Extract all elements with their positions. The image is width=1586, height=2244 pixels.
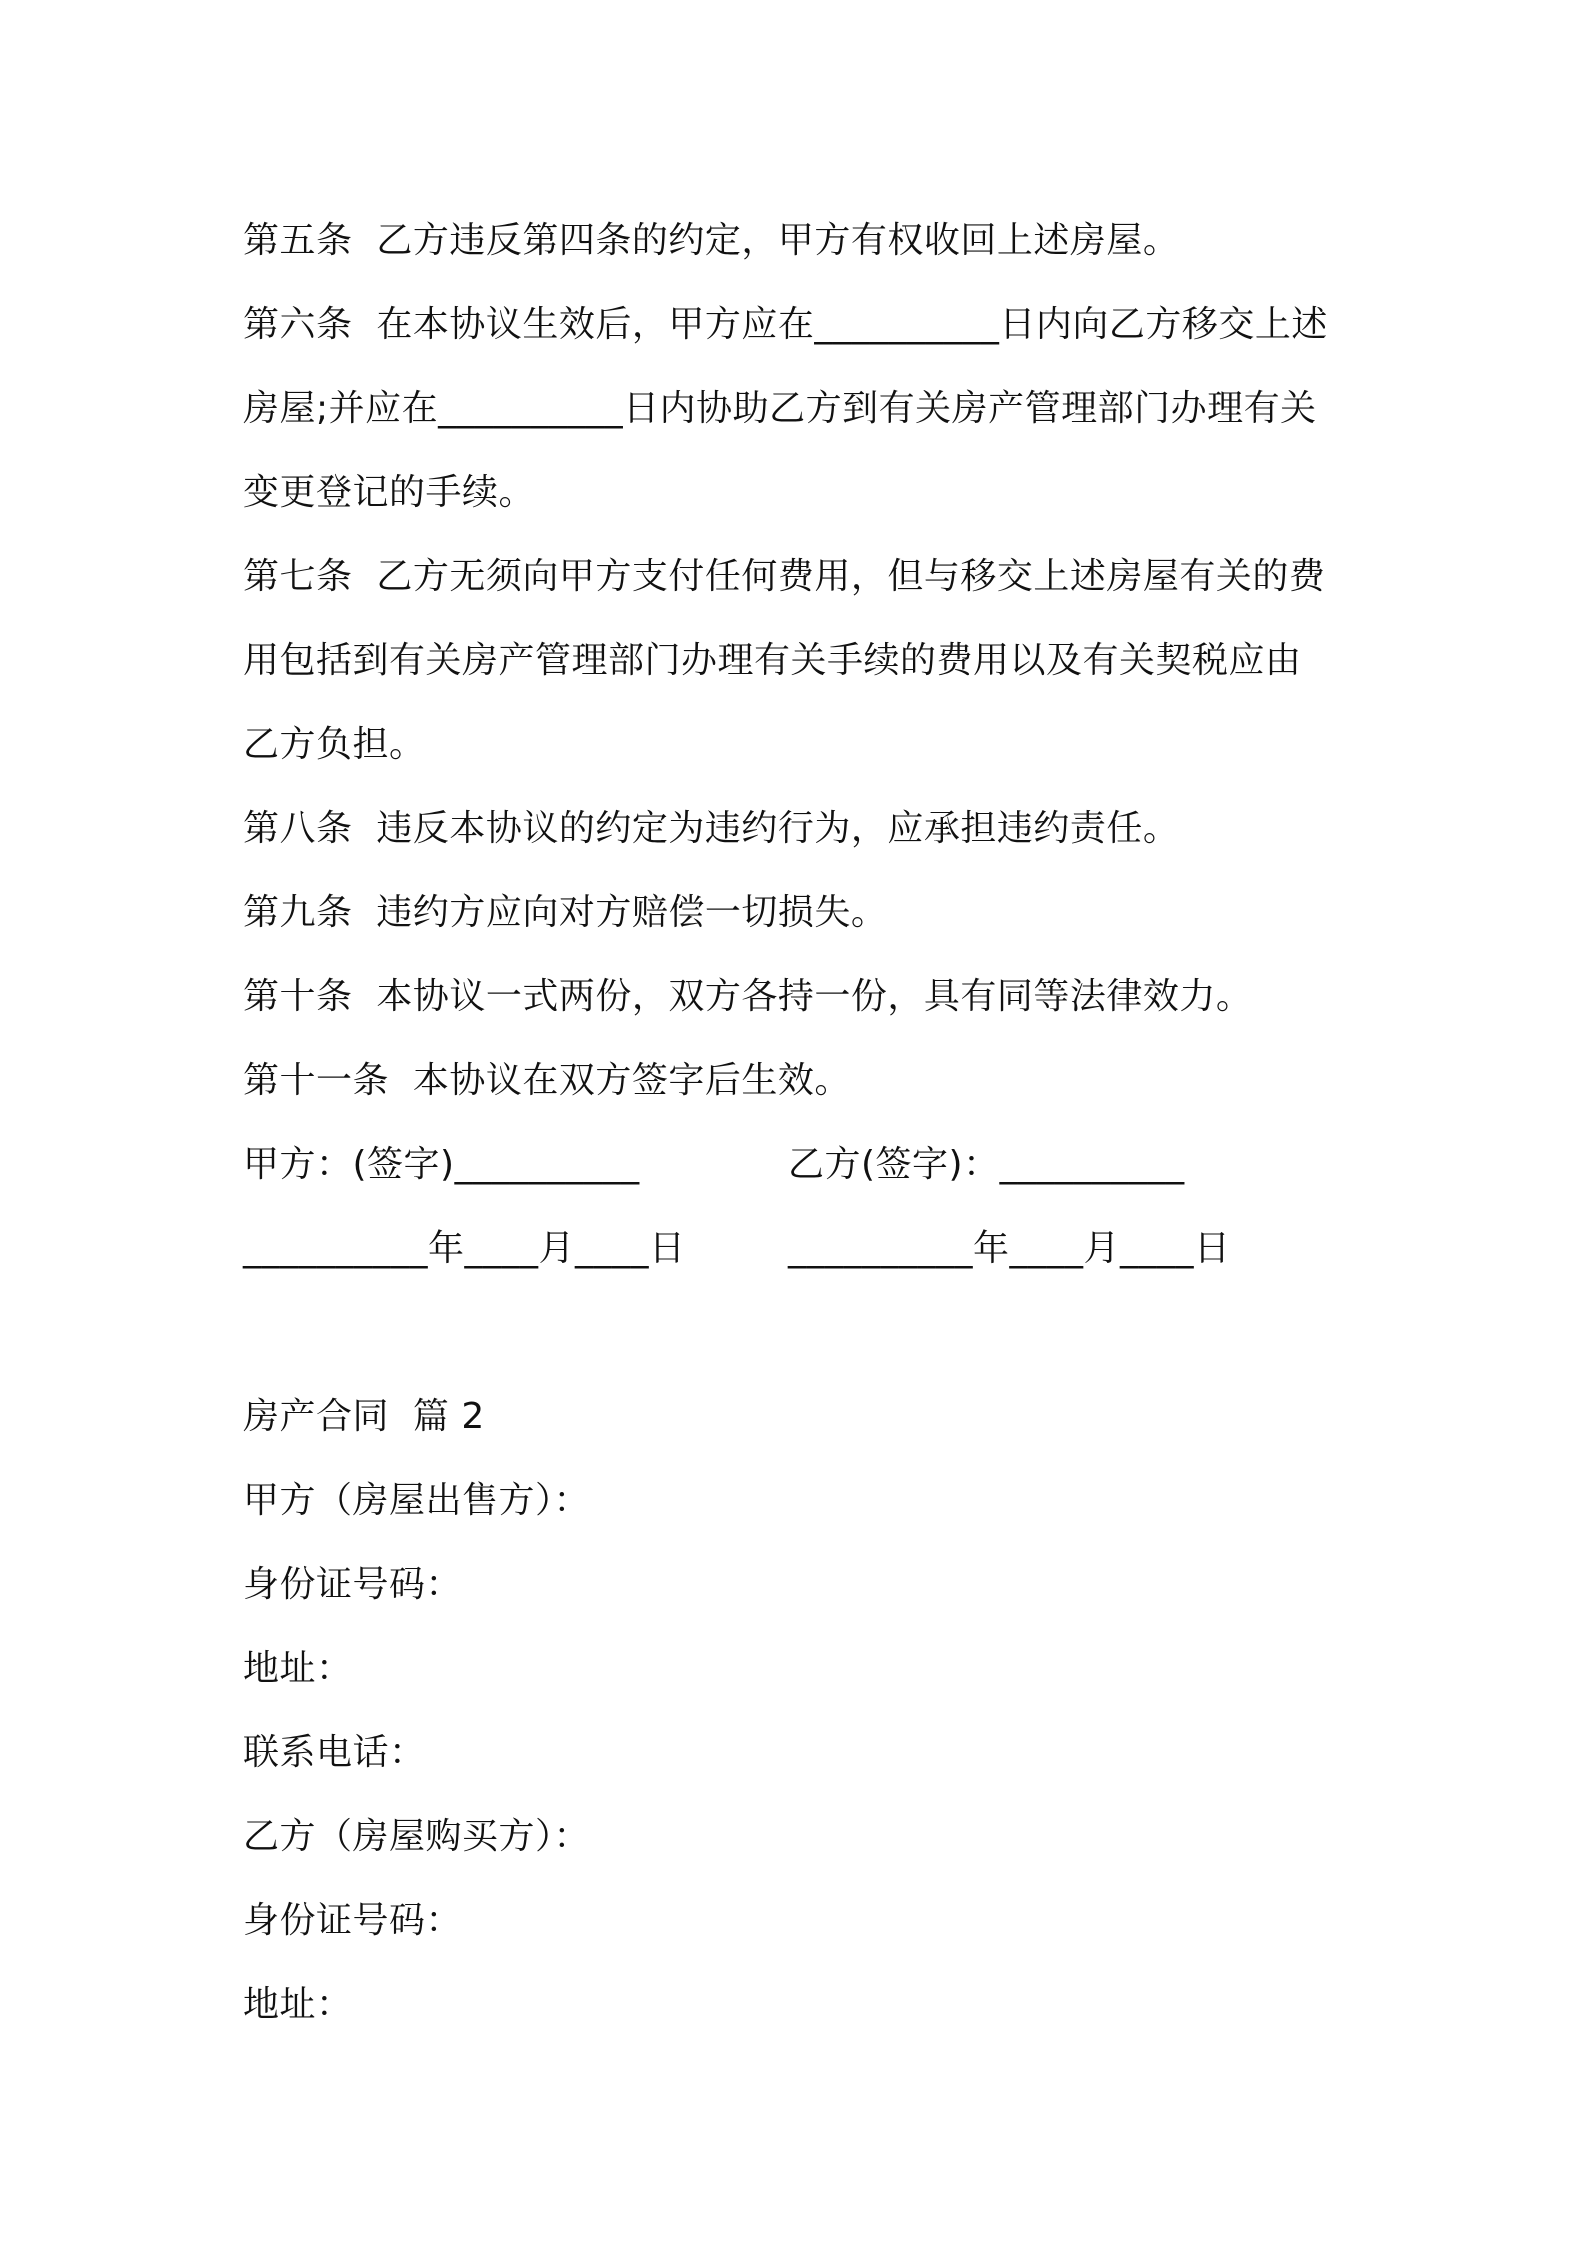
seller-address-label: 地址：: [243, 1648, 353, 1689]
clause-7-line-2: 用包括到有关房产管理部门办理有关手续的费用以及有关契税应由: [243, 640, 1302, 681]
clause-6-line-1: 第六条 在本协议生效后，甲方应在__________日内向乙方移交上述: [243, 304, 1328, 345]
clause-6-line-2: 房屋;并应在__________日内协助乙方到有关房产管理部门办理有关: [243, 388, 1317, 429]
clause-6-line-3: 变更登记的手续。: [243, 472, 536, 513]
buyer-id-label: 身份证号码：: [243, 1900, 463, 1941]
clause-9: 第九条 违约方应向对方赔偿一切损失。: [243, 892, 888, 933]
clause-8: 第八条 违反本协议的约定为违约行为，应承担违约责任。: [243, 808, 1180, 849]
party-b-signature: 乙方(签字)：__________: [788, 1144, 1185, 1185]
signature-row: [243, 1123, 1363, 1207]
clause-10: 第十条 本协议一式两份，双方各持一份，具有同等法律效力。: [243, 976, 1253, 1017]
buyer-address-label: 地址：: [243, 1984, 353, 2025]
date-row: [243, 1207, 1363, 1291]
seller-id-label: 身份证号码：: [243, 1564, 463, 1605]
party-b-date: __________年____月____日: [788, 1228, 1231, 1269]
clause-7-line-3: 乙方负担。: [243, 724, 426, 765]
seller-phone-label: 联系电话：: [243, 1732, 426, 1773]
party-a-signature: 甲方：(签字)__________: [243, 1144, 640, 1185]
party-a-date: __________年____月____日: [243, 1228, 686, 1269]
clause-7-line-1: 第七条 乙方无须向甲方支付任何费用，但与移交上述房屋有关的费: [243, 556, 1326, 597]
clause-5: 第五条 乙方违反第四条的约定，甲方有权收回上述房屋。: [243, 220, 1180, 261]
seller-label: 甲方（房屋出售方）：: [243, 1480, 591, 1521]
section-title: 房产合同 篇 2: [243, 1396, 485, 1437]
section-gap: [243, 1291, 1363, 1375]
document-body: [243, 199, 1363, 2047]
buyer-label: 乙方（房屋购买方）：: [243, 1816, 591, 1857]
clause-11: 第十一条 本协议在双方签字后生效。: [243, 1060, 851, 1101]
